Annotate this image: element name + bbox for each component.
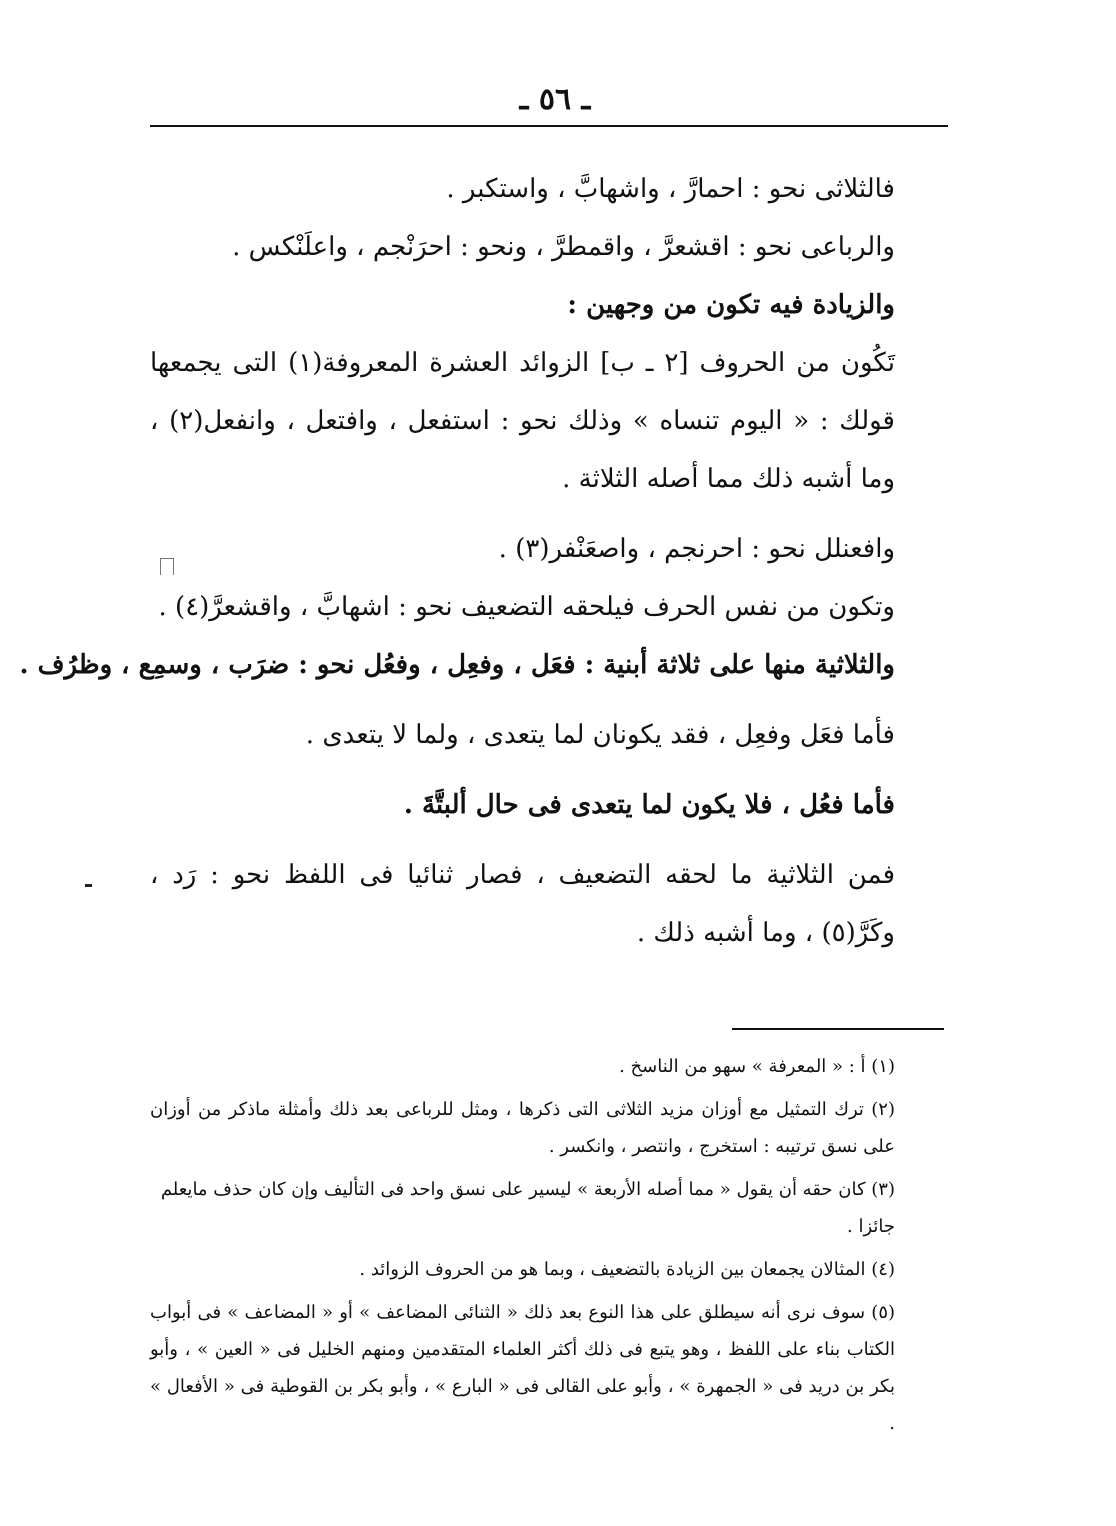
footnote-5: (٥) سوف نرى أنه سيطلق على هذا النوع بعد ذلك « الثنائى المضاعف » أو « المضاعف » فى أبواب الكتاب بناء على اللفظ ، وهو يتبع فى ذلك أكثر العلماء المتقدمين ومنهم الخليل فى « العين » ، وأبو بكر بن دريد فى « الجمهرة » ، وأبو على القالى فى « البارع » ، وأبو بكر بن القوطية فى « الأفعال » . bbox=[150, 1302, 896, 1434]
paragraph-gap bbox=[150, 834, 895, 846]
paragraph-augmentation-intro: والزيادة فيه تكون من وجهين : bbox=[567, 290, 895, 320]
header-rule bbox=[150, 125, 948, 127]
paragraph-doubled-trilateral: فمن الثلاثية ما لحقه التضعيف ، فصار ثنائيا فى اللفظ نحو : رَد ، وكَرَّ(٥) ، وما أشبه ذلك . bbox=[150, 860, 895, 948]
paragraph-trilateral-examples: فالثلاثى نحو : احمارَّ ، واشهابَّ ، واستكبر . bbox=[446, 174, 895, 204]
paragraph-augment-letters: تَكُون من الحروف [٢ ـ ب] الزوائد العشرة المعروفة(١) التى يجمعها قولك : « اليوم تنساه » وذلك نحو : استفعل ، وافتعل ، وانفعل(٢) ، وما أشبه ذلك مما أصله الثلاثة . bbox=[150, 348, 896, 494]
paragraph-gap bbox=[150, 764, 895, 776]
paragraph-gap bbox=[150, 694, 895, 706]
footnote-rule bbox=[732, 1028, 944, 1030]
footnotes bbox=[150, 1048, 895, 1448]
paragraph-ifanlal: وافعنلل نحو : احرنجم ، واصعَنْفر(٣) . bbox=[498, 534, 895, 564]
footnote-4: (٤) المثالان يجمعان بين الزيادة بالتضعيف ، وبما هو من الحروف الزوائد . bbox=[359, 1259, 895, 1280]
footnote-1: (١) أ : « المعرفة » سهو من الناسخ . bbox=[619, 1056, 895, 1077]
main-text bbox=[19, 160, 896, 962]
scan-speck bbox=[85, 884, 92, 887]
paragraph-faala-faila: فأما فعَل وفعِل ، فقد يكونان لما يتعدى ، ولما لا يتعدى . bbox=[305, 720, 895, 750]
paragraph-quadrilateral-examples: والرباعى نحو : اقشعرَّ ، واقمطرَّ ، ونحو : احرَنْجم ، واعلَنْكس . bbox=[232, 232, 895, 262]
paragraph-three-patterns: والثلاثية منها على ثلاثة أبنية : فعَل ، وفعِل ، وفعُل نحو : ضرَب ، وسمِع ، وظرُف . bbox=[19, 650, 895, 680]
page-number: ـ ٥٦ ـ bbox=[519, 82, 591, 117]
scan-corner-mark bbox=[160, 558, 174, 575]
paragraph-gap bbox=[150, 508, 895, 520]
paragraph-faula: فأما فعُل ، فلا يكون لما يتعدى فى حال ألبتَّةَ . bbox=[403, 790, 895, 820]
footnote-3: (٣) كان حقه أن يقول « مما أصله الأربعة » ليسير على نسق واحد فى التأليف وإن كان حذف مايعلم جائزا . bbox=[160, 1179, 895, 1237]
paragraph-doubling: وتكون من نفس الحرف فيلحقه التضعيف نحو : اشهابَّ ، واقشعرَّ(٤) . bbox=[158, 592, 895, 622]
footnote-2: (٢) ترك التمثيل مع أوزان مزيد الثلاثى التى ذكرها ، ومثل للرباعى بعد ذلك وأمثلة ماذكر من أوزان على نسق ترتيبه : استخرج ، وانتصر ، وانكسر . bbox=[150, 1099, 895, 1157]
